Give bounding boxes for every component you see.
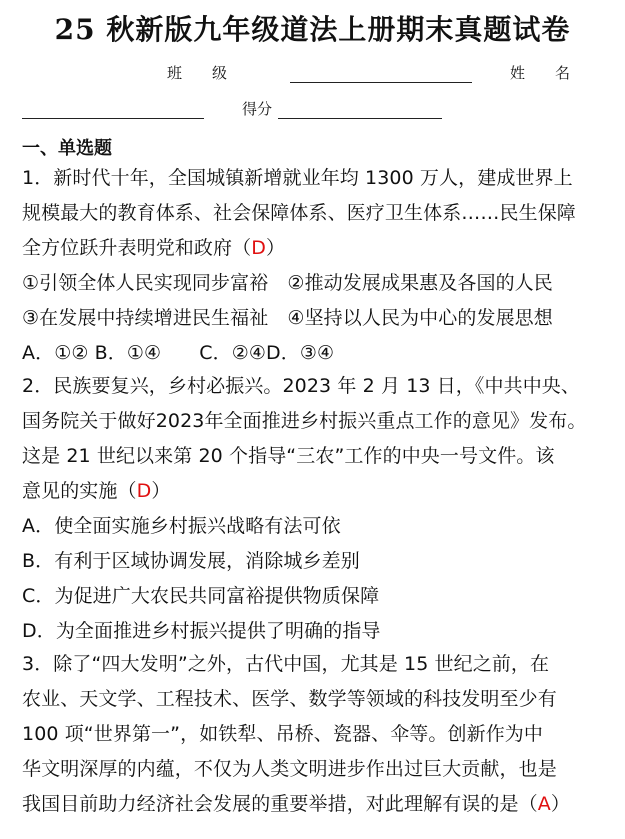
question-text-line: 意见的实施（: [22, 480, 137, 502]
option-a: A．使全面实施乡村振兴战略有法可依: [22, 515, 341, 537]
closing-paren: ）: [265, 237, 286, 259]
question-text-line: 全方位跃升表明党和政府（: [22, 237, 252, 259]
statement-line: ③在发展中持续增进民生福祉 ④坚持以人民为中心的发展思想: [22, 307, 553, 329]
question-stem-end: [22, 236, 285, 260]
option-d: D．为全面推进乡村振兴提供了明确的指导: [22, 620, 381, 642]
answer-mark: A: [537, 793, 551, 815]
question-text-line: 华文明深厚的内蕴，不仅为人类文明进步作出过巨大贡献，也是: [22, 758, 557, 780]
class-underline: [290, 82, 472, 83]
question-text-line: 农业、天文学、工程技术、医学、数学等领域的科技发明至少有: [22, 688, 557, 710]
question-text-line: 国务院关于做好2023年全面推进乡村振兴重点工作的意见》发布。: [22, 410, 587, 432]
class-label: 班 级: [167, 64, 228, 82]
answer-mark: D: [136, 480, 152, 502]
option-c: C．为促进广大农民共同富裕提供物质保障: [22, 585, 380, 607]
statement-line: ①引领全体人民实现同步富裕 ②推动发展成果惠及各国的人民: [22, 272, 553, 294]
closing-paren: ）: [550, 793, 570, 815]
name-underline: [22, 118, 204, 119]
question-text-line: 2．民族要复兴，乡村必振兴。2023 年 2 月 13 日，《中共中央、: [22, 375, 581, 397]
closing-paren: ）: [151, 480, 171, 502]
question-text-line: 规模最大的教育体系、社会保障体系、医疗卫生体系……民生保障: [22, 202, 576, 224]
question-stem-end: [22, 479, 170, 503]
exam-title: 25 秋新版九年级道法上册期末真题试卷: [54, 13, 571, 46]
answer-mark: D: [251, 237, 266, 259]
section-title: 一、单选题: [22, 138, 112, 159]
question-text-line: 这是 21 世纪以来第 20 个指导“三农”工作的中央一号文件。该: [22, 445, 555, 467]
options-line: A．①② B．①④ C．②④D．③④: [22, 342, 335, 364]
option-b: B．有利于区域协调发展，消除城乡差别: [22, 550, 360, 572]
question-text-line: 3．除了“四大发明”之外，古代中国，尤其是 15 世纪之前，在: [22, 653, 550, 675]
question-text-line: 100 项“世界第一”，如铁犁、吊桥、瓷器、伞等。创新作为中: [22, 723, 543, 745]
score-underline: [278, 118, 442, 119]
question-stem-end: [22, 792, 570, 816]
name-label: 姓 名: [510, 64, 571, 82]
question-text-line: 我国目前助力经济社会发展的重要举措，对此理解有误的是（: [22, 793, 538, 815]
score-label: 得分: [242, 100, 273, 118]
question-text-line: 1．新时代十年，全国城镇新增就业年均 1300 万人，建成世界上: [22, 167, 573, 189]
